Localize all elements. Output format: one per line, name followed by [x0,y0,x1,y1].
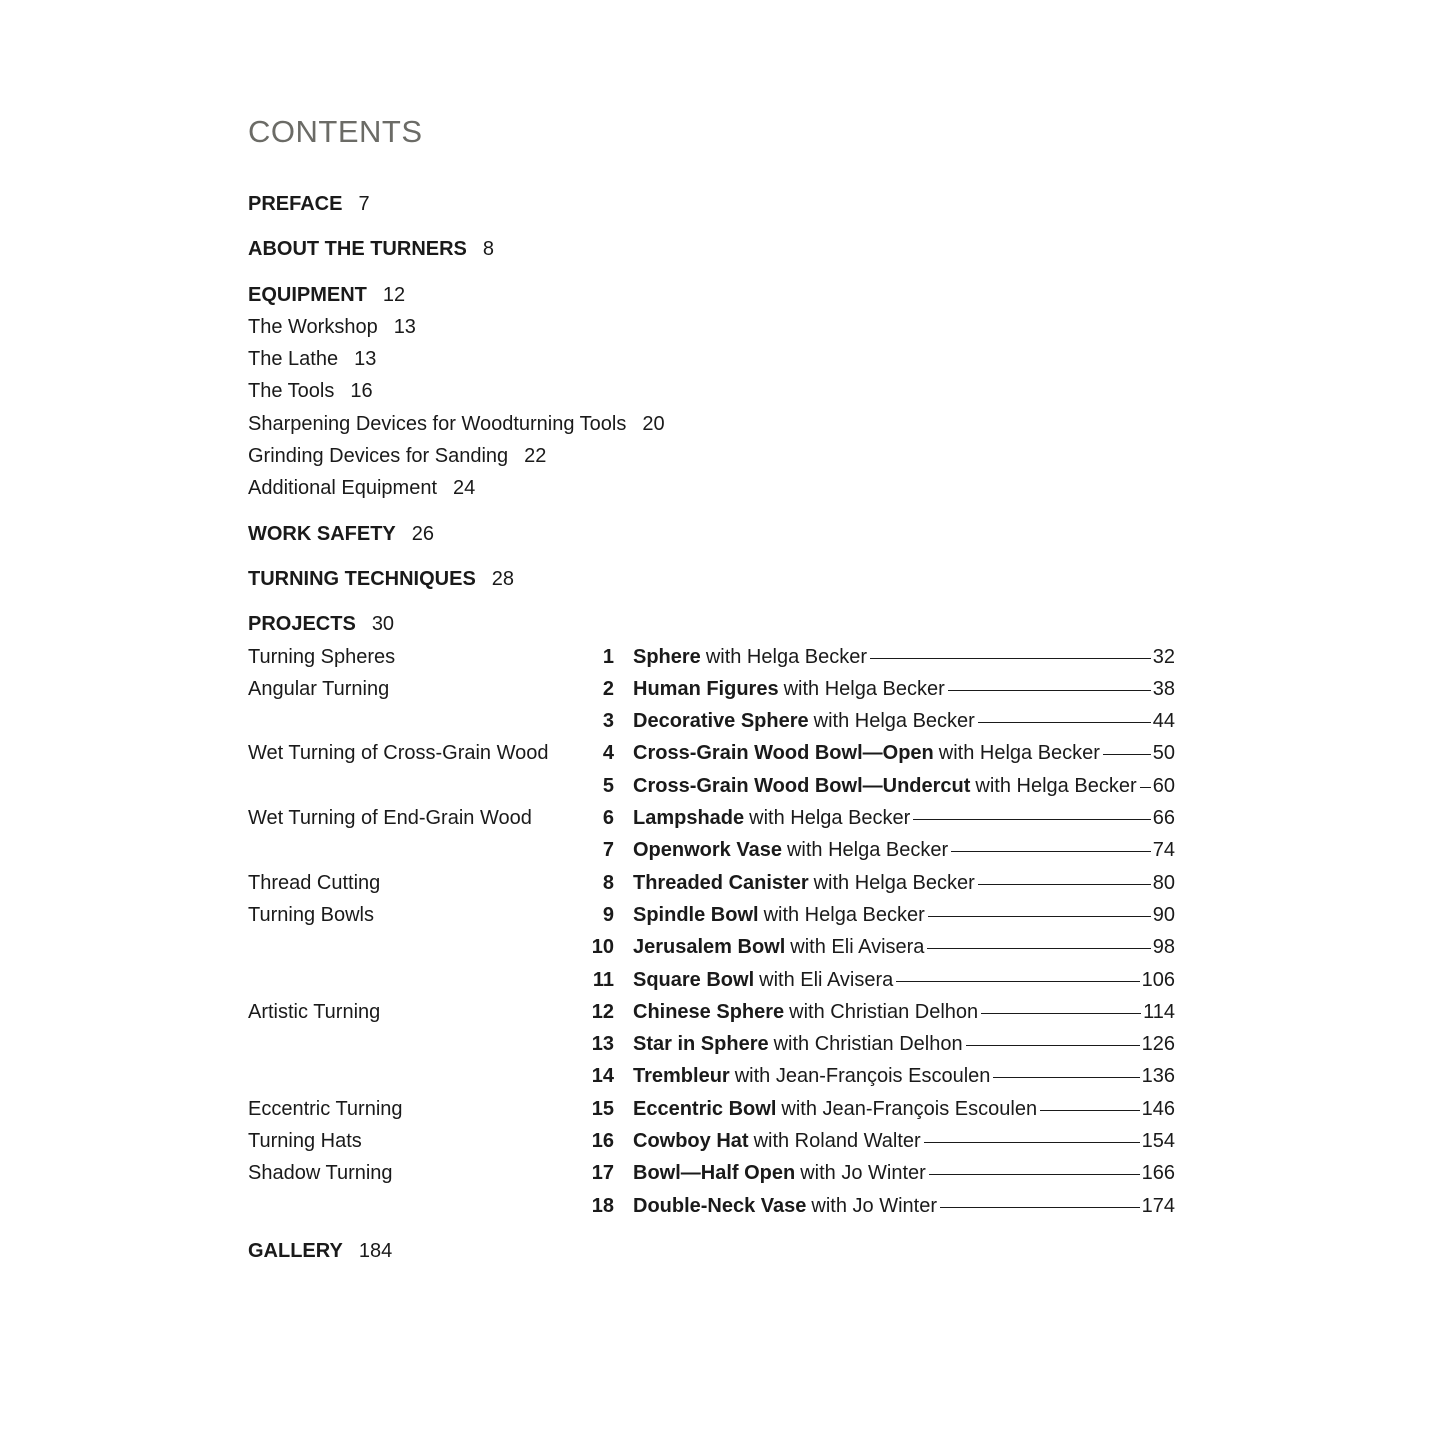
entry-label: Sharpening Devices for Woodturning Tools [248,412,627,435]
toc-entry[interactable] [248,440,1188,472]
project-entry [633,834,1175,866]
leader-line [966,1045,1140,1046]
page-number: 32 [1152,645,1175,668]
page-number: 114 [1143,1000,1175,1023]
page-number: 136 [1141,1065,1175,1088]
project-turner: with Christian Delhon [773,1033,963,1056]
project-name: Trembleur [633,1065,730,1088]
page-number: 174 [1141,1194,1175,1217]
page-number: 166 [1141,1162,1175,1185]
project-turner: with Helga Becker [786,839,949,862]
project-category: Shadow Turning [248,1162,393,1185]
entry-label: Additional Equipment [248,477,438,500]
page-number: 44 [1152,710,1175,733]
project-row[interactable] [248,931,1188,963]
toc-entry[interactable] [248,408,1188,440]
project-name: Human Figures [633,677,779,700]
toc-entry[interactable] [248,311,1188,343]
page-number: 30 [371,613,395,636]
contents-page [248,110,1188,1267]
project-category: Turning Bowls [248,903,374,926]
project-name: Openwork Vase [633,839,782,862]
project-category: Eccentric Turning [248,1097,403,1120]
section-heading: GALLERY [248,1239,343,1262]
project-row[interactable] [248,802,1188,834]
leader-line [978,722,1151,723]
project-name: Jerusalem Bowl [633,936,786,959]
project-turner: with Roland Walter [753,1130,921,1153]
toc-section [248,563,1188,595]
project-turner: with Helga Becker [975,774,1137,797]
page-number: 90 [1152,903,1175,926]
entry-label: Grinding Devices for Sanding [248,445,509,468]
project-name: Decorative Sphere [633,710,809,733]
leader-line [993,1077,1139,1078]
project-number: 13 [591,1033,614,1056]
project-row[interactable] [248,1125,1188,1157]
project-turner: with Helga Becker [813,871,975,894]
project-turner: with Helga Becker [938,742,1100,765]
project-category: Turning Spheres [248,645,396,668]
project-row[interactable] [248,673,1188,705]
section-heading-line[interactable] [248,608,1188,640]
project-row[interactable] [248,899,1188,931]
table-of-contents [248,188,1188,1267]
project-name: Chinese Sphere [633,1000,785,1023]
page-number: 7 [358,193,370,215]
page-number: 126 [1141,1033,1175,1056]
section-heading: PREFACE [248,193,343,215]
page-number: 74 [1152,839,1175,862]
project-turner: with Eli Avisera [759,968,894,991]
project-row[interactable] [248,964,1188,996]
leader-line [940,1207,1140,1208]
page-number: 106 [1141,968,1175,991]
project-entry [633,899,1175,931]
section-heading: WORK SAFETY [248,522,396,545]
project-turner: with Helga Becker [763,903,925,926]
project-row[interactable] [248,1190,1188,1222]
project-entry [633,1190,1175,1222]
entry-label: The Tools [248,380,335,403]
project-category: Angular Turning [248,677,390,700]
leader-line [1103,754,1151,755]
project-number: 16 [591,1130,614,1153]
page-number: 20 [642,412,665,435]
project-turner: with Jo Winter [811,1194,938,1217]
project-row[interactable] [248,834,1188,866]
page-number: 16 [350,380,373,403]
toc-section-gallery [248,1235,1188,1267]
project-name: Cowboy Hat [633,1130,749,1153]
section-heading-line[interactable] [248,188,1188,220]
project-entry [633,705,1175,737]
project-number: 14 [591,1065,614,1088]
page-number: 24 [453,477,476,500]
project-entry [633,673,1175,705]
leader-line [913,819,1150,820]
toc-section [248,279,1188,505]
project-category: Wet Turning of End-Grain Wood [248,807,532,830]
project-name: Square Bowl [633,968,755,991]
leader-line [981,1013,1141,1014]
leader-line [896,981,1139,982]
leader-line [948,690,1151,691]
page-number: 98 [1152,936,1175,959]
project-name: Cross-Grain Wood Bowl—Open [633,742,934,765]
project-number: 1 [602,645,614,668]
leader-line [870,658,1151,659]
project-turner: with Christian Delhon [789,1000,979,1023]
project-turner: with Eli Avisera [790,936,925,959]
project-category: Wet Turning of Cross-Grain Wood [248,742,549,765]
project-number: 6 [602,807,614,830]
project-entry [633,964,1175,996]
section-heading: EQUIPMENT [248,283,367,306]
project-row[interactable] [248,867,1188,899]
project-number: 3 [602,710,614,733]
project-name: Spindle Bowl [633,903,759,926]
leader-line [1040,1110,1140,1111]
project-number: 8 [602,871,614,894]
project-turner: with Helga Becker [705,645,867,668]
page-number: 50 [1152,742,1175,765]
project-entry [633,737,1175,769]
project-number: 17 [591,1162,614,1185]
leader-line [927,948,1150,949]
page-number: 13 [393,315,416,338]
project-row[interactable] [248,641,1188,673]
leader-line [929,1174,1140,1175]
project-turner: with Jo Winter [800,1162,926,1185]
section-heading: ABOUT THE TURNERS [248,238,467,261]
section-heading: TURNING TECHNIQUES [248,567,476,590]
project-name: Cross-Grain Wood Bowl—Undercut [633,774,971,797]
toc-section-projects [248,608,1188,1222]
project-number: 2 [602,677,614,700]
project-category: Artistic Turning [248,1000,381,1023]
section-heading-line[interactable] [248,279,1188,311]
project-number: 4 [602,742,614,765]
project-row[interactable] [248,770,1188,802]
page-number: 60 [1152,774,1175,797]
toc-entry[interactable] [248,375,1188,407]
project-number: 11 [592,968,614,991]
project-entry [633,1028,1175,1060]
page-number: 8 [482,238,495,261]
page-number: 66 [1152,807,1175,830]
page-title: CONTENTS [248,114,423,149]
project-turner: with Helga Becker [813,710,975,733]
toc-entry[interactable] [248,472,1188,504]
page-number: 80 [1152,871,1175,894]
project-name: Double-Neck Vase [633,1194,807,1217]
project-entry [633,931,1175,963]
project-turner: with Jean-François Escoulen [781,1097,1038,1120]
project-entry [633,1125,1175,1157]
project-number: 9 [602,903,614,926]
leader-line [928,916,1151,917]
project-row[interactable] [248,1028,1188,1060]
project-name: Threaded Canister [633,871,809,894]
project-entry [633,770,1175,802]
project-entry [633,996,1175,1028]
page-number: 26 [411,522,435,545]
project-name: Star in Sphere [633,1033,769,1056]
project-entry [633,802,1175,834]
leader-line [951,851,1151,852]
page-number: 13 [354,348,377,371]
project-name: Lampshade [633,807,745,830]
project-row[interactable] [248,1093,1188,1125]
project-number: 5 [602,774,614,797]
project-entry [633,1060,1175,1092]
section-heading: PROJECTS [248,613,356,636]
page-number: 154 [1141,1130,1175,1153]
leader-line [978,884,1151,885]
project-number: 15 [591,1097,614,1120]
project-category: Turning Hats [248,1130,362,1153]
entry-label: The Lathe [248,348,339,371]
section-heading-line[interactable] [248,563,1188,595]
section-heading-line[interactable] [248,1235,1188,1267]
leader-line [924,1142,1140,1143]
entry-label: The Workshop [248,315,378,338]
project-row[interactable] [248,996,1188,1028]
project-number: 7 [602,839,614,862]
project-name: Sphere [633,645,701,668]
project-row[interactable] [248,705,1188,737]
project-number: 10 [591,936,614,959]
page-number: 146 [1141,1097,1175,1120]
project-number: 18 [591,1194,614,1217]
leader-line [1140,787,1151,788]
project-entry [633,641,1175,673]
page-number: 28 [491,567,515,590]
project-entry [633,1157,1175,1189]
toc-entry[interactable] [248,343,1188,375]
page-number: 184 [358,1239,393,1262]
section-heading-line[interactable] [248,233,1188,265]
project-row[interactable] [248,737,1188,769]
project-category: Thread Cutting [248,871,381,894]
project-name: Eccentric Bowl [633,1097,777,1120]
toc-section [248,188,1188,220]
project-turner: with Helga Becker [783,677,945,700]
project-entry [633,867,1175,899]
toc-section [248,518,1188,550]
toc-section [248,233,1188,265]
project-row[interactable] [248,1157,1188,1189]
section-heading-line[interactable] [248,518,1188,550]
page-number: 22 [524,445,547,468]
project-turner: with Helga Becker [749,807,911,830]
project-turner: with Jean-François Escoulen [734,1065,991,1088]
project-name: Bowl—Half Open [633,1162,796,1185]
project-number: 12 [591,1000,614,1023]
page-number: 38 [1152,677,1175,700]
project-entry [633,1093,1175,1125]
page-number: 12 [382,283,406,306]
project-row[interactable] [248,1060,1188,1092]
